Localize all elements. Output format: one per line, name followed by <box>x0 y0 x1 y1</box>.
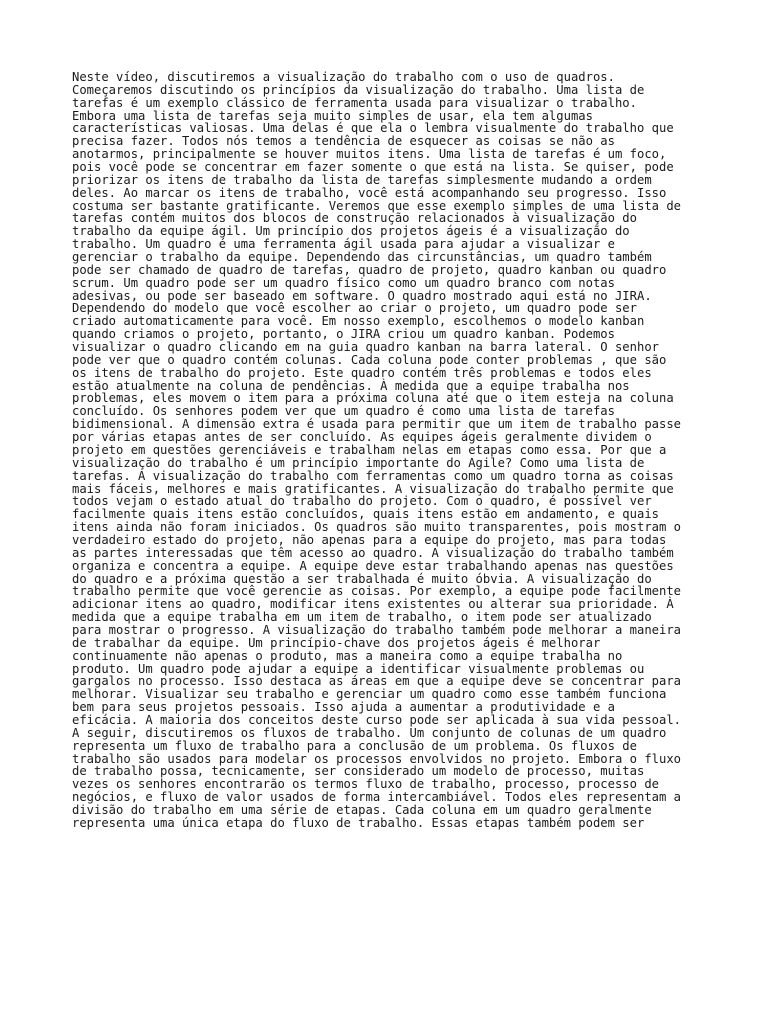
text-line: vezes os senhores encontrarão os termos fluxo de trabalho, processo, processo de <box>72 777 659 792</box>
text-line: representa um fluxo de trabalho para a conclusão de um problema. Os fluxos de <box>72 738 637 753</box>
text-line: melhorar. Visualizar seu trabalho e gerenciar um quadro como esse também funciona <box>72 687 667 702</box>
text-line: anotarmos, principalmente se houver muitos itens. Uma lista de tarefas é um foco, <box>72 147 667 162</box>
text-line: para mostrar o progresso. A visualização do trabalho também pode melhorar a maneira <box>72 622 682 637</box>
text-line: de trabalho possa, tecnicamente, ser considerado um modelo de processo, muitas <box>72 764 645 779</box>
text-line: Neste vídeo, discutiremos a visualização do trabalho com o uso de quadros. <box>72 70 615 84</box>
text-line: produto. Um quadro pode ajudar a equipe a identificar visualmente problemas ou <box>72 661 645 676</box>
text-line: deles. Ao marcar os itens de trabalho, você está acompanhando seu progresso. Isso <box>72 185 667 200</box>
text-line: organiza e concentra a equipe. A equipe deve estar trabalhando apenas nas questões <box>72 558 674 573</box>
text-line: concluído. Os senhores podem ver que um quadro é como uma lista de tarefas <box>72 404 615 419</box>
text-line: visualizar o quadro clicando em na guia quadro kanban na barra lateral. O senhor <box>72 340 659 355</box>
text-line: quando criamos o projeto, portanto, o JIRA criou um quadro kanban. Podemos <box>72 327 615 342</box>
text-line: tarefas é um exemplo clássico de ferramenta usada para visualizar o trabalho. <box>72 95 637 110</box>
text-line: medida que a equipe trabalha em um item de trabalho, o item pode ser atualizado <box>72 610 652 625</box>
text-line: adicionar itens ao quadro, modificar itens existentes ou alterar sua prioridade. À <box>72 597 674 612</box>
text-line: estão atualmente na coluna de pendências. À medida que a equipe trabalha nos <box>72 378 630 393</box>
text-line: gerenciar o trabalho da equipe. Dependendo das circunstâncias, um quadro também <box>72 250 652 265</box>
text-line: continuamente não apenas o produto, mas a maneira como a equipe trabalha no <box>72 648 623 663</box>
text-line: pode ver que o quadro contém colunas. Cada coluna pode conter problemas , que são <box>72 352 667 367</box>
text-line: Começaremos discutindo os princípios da visualização do trabalho. Uma lista de <box>72 82 645 97</box>
text-line: características valiosas. Uma delas é que ela o lembra visualmente do trabalho que <box>72 121 674 136</box>
text-line: scrum. Um quadro pode ser um quadro físico como um quadro branco com notas <box>72 275 615 290</box>
text-line: verdadeiro estado do projeto, não apenas para a equipe do projeto, mas para todas <box>72 532 667 547</box>
text-line: priorizar os itens de trabalho da lista de tarefas simplesmente mudando a ordem <box>72 172 652 187</box>
text-line: precisa fazer. Todos nós temos a tendência de esquecer as coisas se não as <box>72 134 615 149</box>
text-line: criado automaticamente para você. Em nosso exemplo, escolhemos o modelo kanban <box>72 314 645 329</box>
text-line: Embora uma lista de tarefas seja muito simples de usar, ela tem algumas <box>72 108 593 123</box>
text-line: do quadro e a próxima questão a ser trabalhada é muito óbvia. A visualização do <box>72 571 652 586</box>
body-text <box>72 71 712 830</box>
text-line: eficácia. A maioria dos conceitos deste curso pode ser aplicada à sua vida pessoal. <box>72 712 682 727</box>
text-line: representa uma única etapa do fluxo de trabalho. Essas etapas também podem ser <box>72 815 645 830</box>
text-line: trabalho. Um quadro é uma ferramenta ágil usada para ajudar a visualizar e <box>72 237 615 252</box>
text-line: gargalos no processo. Isso destaca as áreas em que a equipe deve se concentrar para <box>72 674 682 689</box>
text-line: bem para seus projetos pessoais. Isso ajuda a aumentar a produtividade e a <box>72 700 615 715</box>
text-line: todos vejam o estado atual do trabalho do projeto. Com o quadro, é possível ver <box>72 494 652 509</box>
text-line: por várias etapas antes de ser concluído. As equipes ágeis geralmente dividem o <box>72 430 652 445</box>
text-line: negócios, e fluxo de valor usados de forma intercambiável. Todos eles representam a <box>72 790 682 805</box>
text-line: mais fáceis, melhores e mais gratificantes. A visualização do trabalho permite que <box>72 481 674 496</box>
text-line: problemas, eles movem o item para a próxima coluna até que o item esteja na coluna <box>72 391 674 406</box>
text-line: divisão do trabalho em uma série de etapas. Cada coluna em um quadro geralmente <box>72 802 652 817</box>
text-line: pois você pode se concentrar em fazer somente o que está na lista. Se quiser, pode <box>72 160 674 175</box>
text-line: tarefas. A visualização do trabalho com ferramentas como um quadro torna as coisas <box>72 468 674 483</box>
text-line: facilmente quais itens estão concluídos, quais itens estão em andamento, e quais <box>72 507 659 522</box>
text-line: trabalho da equipe ágil. Um princípio dos projetos ágeis é a visualização do <box>72 224 630 239</box>
text-line: costuma ser bastante gratificante. Veremos que esse exemplo simples de uma lista de <box>72 198 682 213</box>
text-line: tarefas contém muitos dos blocos de construção relacionados à visualização do <box>72 211 637 226</box>
text-line: Dependendo do modelo que você escolher ao criar o projeto, um quadro pode ser <box>72 301 637 316</box>
text-line: bidimensional. A dimensão extra é usada para permitir que um item de trabalho passe <box>72 417 682 432</box>
text-line: trabalho permite que você gerencie as coisas. Por exemplo, a equipe pode facilmente <box>72 584 682 599</box>
text-line: pode ser chamado de quadro de tarefas, quadro de projeto, quadro kanban ou quadro <box>72 262 667 277</box>
text-line: as partes interessadas que têm acesso ao quadro. A visualização do trabalho também <box>72 545 674 560</box>
text-line: os itens de trabalho do projeto. Este quadro contém três problemas e todos eles <box>72 365 652 380</box>
text-line: visualização do trabalho é um princípio importante do Agile? Como uma lista de <box>72 455 645 470</box>
text-line: A seguir, discutiremos os fluxos de trabalho. Um conjunto de colunas de um quadro <box>72 725 667 740</box>
text-line: adesivas, ou pode ser baseado em software. O quadro mostrado aqui está no JIRA. <box>72 288 652 303</box>
text-line: projeto em questões gerenciáveis e trabalham nelas em etapas como essa. Por que a <box>72 442 667 457</box>
text-line: trabalho são usados para modelar os processos envolvidos no projeto. Embora o fluxo <box>72 751 682 766</box>
text-line: itens ainda não foram iniciados. Os quadros são muito transparentes, pois mostram o <box>72 520 682 535</box>
text-line: de trabalhar da equipe. Um princípio-chave dos projetos ágeis é melhorar <box>72 635 601 650</box>
